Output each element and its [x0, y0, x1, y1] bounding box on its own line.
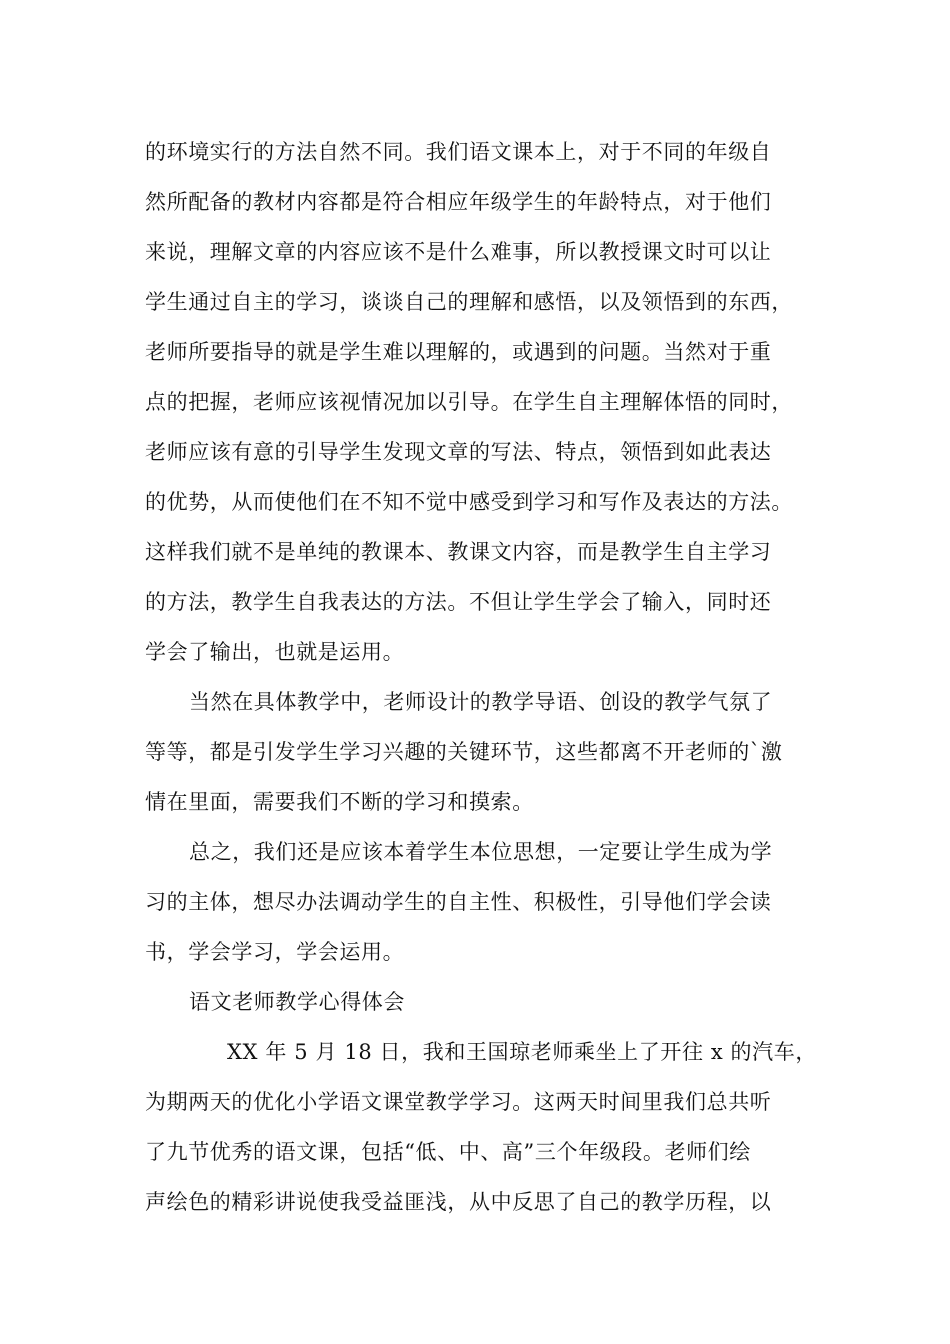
text-line: 学会了输出，也就是运用。 [145, 640, 405, 664]
text-line: 的优势，从而使他们在不知不觉中感受到学习和写作及表达的方法。 [145, 490, 793, 514]
text-line: 的环境实行的方法自然不同。我们语文课本上，对于不同的年级自 [145, 140, 772, 164]
text-line: 老师应该有意的引导学生发现文章的写法、特点，领悟到如此表达 [145, 440, 772, 464]
text-line: 等等，都是引发学生学习兴趣的关键环节，这些都离不开老师的`激 [145, 740, 783, 764]
text-line: 来说，理解文章的内容应该不是什么难事，所以教授课文时可以让 [145, 240, 772, 264]
text-line: 习的主体，想尽办法调动学生的自主性、积极性，引导他们学会读 [145, 890, 772, 914]
text-line: 然所配备的教材内容都是符合相应年级学生的年龄特点，对于他们 [145, 190, 772, 214]
document-body [145, 127, 825, 1227]
text-line: 的方法，教学生自我表达的方法。不但让学生学会了输入，同时还 [145, 590, 772, 614]
section-heading: 语文老师教学心得体会 [189, 990, 405, 1014]
text-line: 当然在具体教学中，老师设计的教学导语、创设的教学气氛了 [189, 690, 773, 714]
text-line: 情在里面，需要我们不断的学习和摸索。 [145, 790, 534, 814]
text-line: 这样我们就不是单纯的教课本、教课文内容，而是教学生自主学习 [145, 540, 772, 564]
text-line: 为期两天的优化小学语文课堂教学学习。这两天时间里我们总共听 [145, 1090, 772, 1114]
text-line: 书，学会学习，学会运用。 [145, 940, 405, 964]
text-line: 点的把握，老师应该视情况加以引导。在学生自主理解体悟的同时， [145, 390, 793, 414]
text-line: 声绘色的精彩讲说使我受益匪浅，从中反思了自己的教学历程，以 [145, 1190, 772, 1214]
text-line: 了九节优秀的语文课，包括“低、中、高”三个年级段。老师们绘 [145, 1140, 751, 1164]
text-line: 老师所要指导的就是学生难以理解的，或遇到的问题。当然对于重 [145, 340, 772, 364]
text-line: 总之，我们还是应该本着学生本位思想，一定要让学生成为学 [189, 840, 773, 864]
text-line: 学生通过自主的学习，谈谈自己的理解和感悟，以及领悟到的东西， [145, 290, 793, 314]
text-line: XX 年 5 月 18 日，我和王国琼老师乘坐上了开往 x 的汽车， [227, 1040, 817, 1064]
